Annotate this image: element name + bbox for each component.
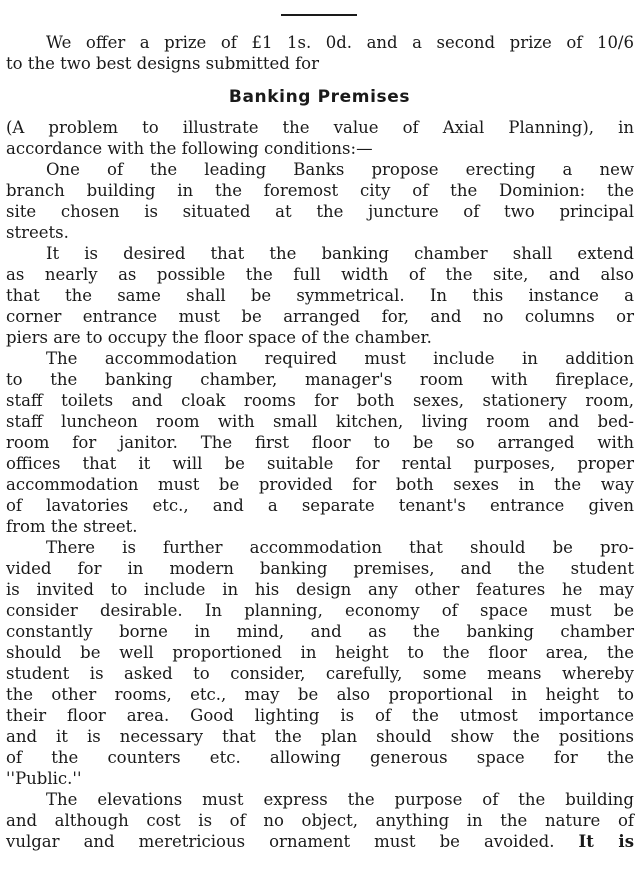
body-line: vulgar and meretricious ornament must be avoided. It is [6, 832, 634, 851]
body-line: (A problem to illustrate the value of Axial Planning), in [6, 118, 634, 137]
body-line: staff toilets and cloak rooms for both sexes, stationery room, [6, 391, 634, 410]
body-line: accommodation must be provided for both sexes in the way [6, 475, 634, 494]
body-line: of lavatories etc., and a separate tenant's entrance given [6, 496, 634, 515]
intro-line-2: to the two best designs submitted for [6, 54, 319, 73]
intro-paragraph [6, 32, 634, 74]
body-line: from the street. [6, 517, 138, 536]
body-line: The accommodation required must include in addition [46, 349, 634, 368]
body-line: branch building in the foremost city of the Dominion: the [6, 181, 634, 200]
body-line: staff luncheon room with small kitchen, living room and bed- [6, 412, 634, 431]
body-line: offices that it will be suitable for rental purposes, proper [6, 454, 634, 473]
body-line: It is desired that the banking chamber shall extend [46, 244, 634, 263]
body-line: There is further accommodation that should be pro- [46, 538, 634, 557]
body-line: constantly borne in mind, and as the banking chamber [6, 622, 634, 641]
body-line: streets. [6, 223, 69, 242]
body-line: is invited to include in his design any other features he may [6, 580, 634, 599]
body-line: site chosen is situated at the juncture of two principal [6, 202, 634, 221]
body-line: to the banking chamber, manager's room with fireplace, [6, 370, 634, 389]
body-line: piers are to occupy the floor space of the chamber. [6, 328, 432, 347]
body-line: should be well proportioned in height to the floor area, the [6, 643, 634, 662]
section-heading: Banking Premises [228, 87, 411, 107]
body-line: ''Public.'' [6, 769, 82, 788]
body-line: and although cost is of no object, anything in the nature of [6, 811, 634, 830]
intro-line-1: We offer a prize of £1 1s. 0d. and a second prize of 10/6 [46, 33, 634, 52]
body-line: student is asked to consider, carefully, some means whereby [6, 664, 634, 683]
body-line: The elevations must express the purpose of the building [46, 790, 634, 809]
body-line: as nearly as possible the full width of the site, and also [6, 265, 634, 284]
body-line: and it is necessary that the plan should show the positions [6, 727, 634, 746]
top-rule-divider [281, 14, 357, 16]
body-line: consider desirable. In planning, economy of space must be [6, 601, 634, 620]
body-line: corner entrance must be arranged for, and no columns or [6, 307, 634, 326]
bold-tail-text: It is [578, 832, 634, 851]
body-line: room for janitor. The first floor to be so arranged with [6, 433, 634, 452]
body-text [6, 117, 634, 852]
body-line: vided for in modern banking premises, and the student [6, 559, 634, 578]
body-line: accordance with the following conditions:— [6, 139, 373, 158]
body-line: of the counters etc. allowing generous space for the [6, 748, 634, 767]
body-line: the other rooms, etc., may be also proportional in height to [6, 685, 634, 704]
body-line: their floor area. Good lighting is of the utmost importance [6, 706, 634, 725]
body-line: One of the leading Banks propose erecting a new [46, 160, 634, 179]
body-line: that the same shall be symmetrical. In this instance a [6, 286, 634, 305]
